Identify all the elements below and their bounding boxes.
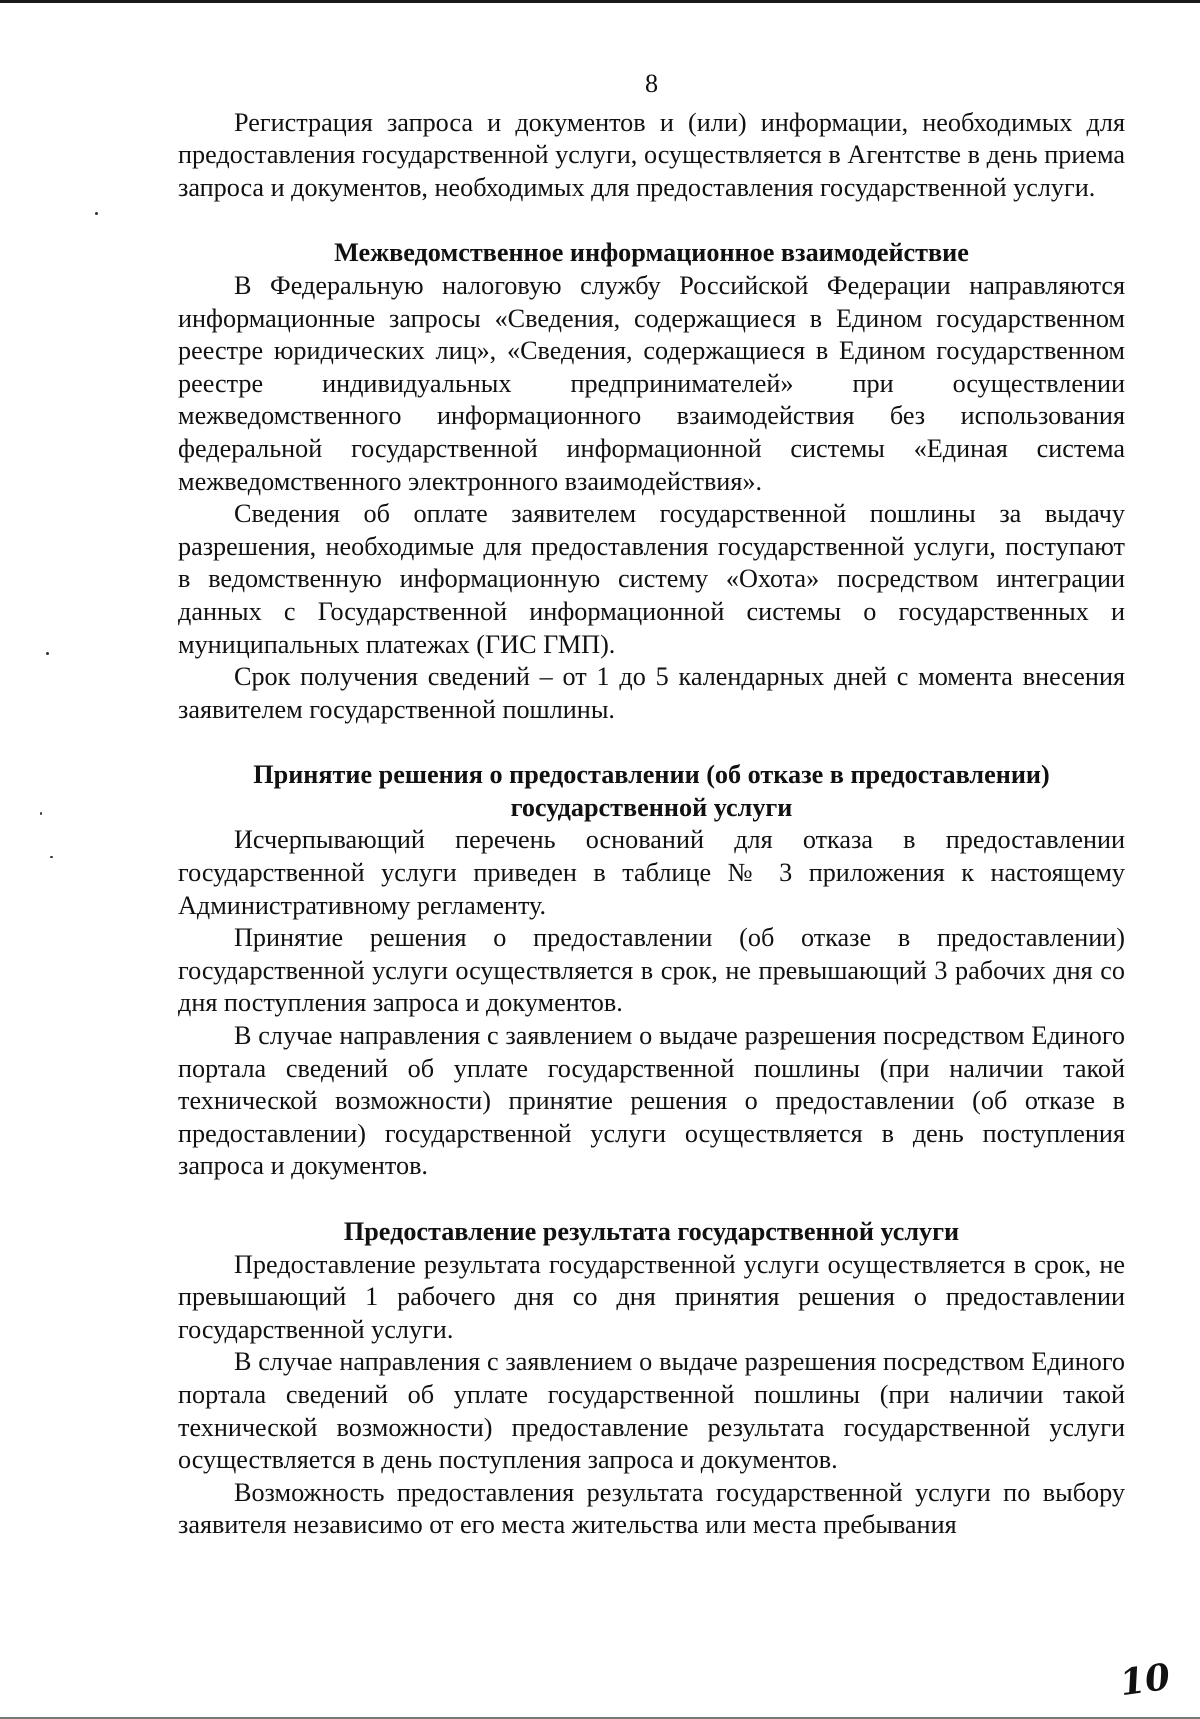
paragraph: В случае направления с заявлением о выдаче разрешения посредством Единого портала сведений об уплате государственной пошлины (при наличии такой технической возможности) принятие решения о предоставлении (об отказе в предоставлении) государственной услуги осуществляется в день поступления запроса и документов.: [178, 1021, 1125, 1181]
paragraph: Предоставление результата государственной услуги осуществляется в срок, не превышающий 1 рабочего дня со дня принятия решения о предоставлении государственной услуги.: [178, 1249, 1125, 1344]
section-heading: Принятие решения о предоставлении (об отказе в предоставлении) государственной услуги: [253, 760, 1050, 822]
section-gap: [178, 726, 1125, 759]
document-page: [178, 68, 1125, 1542]
paragraph: В Федеральную налоговую службу Российской Федерации направляются информационные запросы «Сведения, содержащиеся в Едином государственном реестре юридических лиц», «Сведения, содержащиеся в Едином государственном реестре индивидуальных предпринимателей» при осуществлении межведомственного информационного взаимодействия без использования федеральной государственной информационной системы «Единая система межведомственного электронного взаимодействия».: [178, 270, 1125, 496]
paragraph: Принятие решения о предоставлении (об отказе в предоставлении) государственной услуги осуществляется в срок, не превышающий 3 рабочих дня со дня поступления запроса и документов.: [178, 923, 1125, 1018]
scan-speck: [46, 652, 49, 655]
scan-speck: [40, 812, 42, 815]
scan-speck: [50, 856, 53, 858]
scan-top-edge: [0, 0, 1200, 3]
handwritten-page-mark: 10: [1117, 1655, 1173, 1705]
paragraph: Исчерпывающий перечень оснований для отказа в предоставлении государственной услуги приведен в таблице № 3 приложения к настоящему Административному регламенту.: [178, 825, 1125, 920]
section-gap: [178, 204, 1125, 237]
scan-speck: [95, 212, 98, 215]
paragraph: Возможность предоставления результата государственной услуги по выбору заявителя независимо от его места жительства или места пребывания: [178, 1477, 1125, 1540]
paragraph: Регистрация запроса и документов и (или) информации, необходимых для предоставления государственной услуги, осуществляется в Агентстве в день приема запроса и документов, необходимых для предоставления государственной услуги.: [178, 107, 1125, 202]
paragraph: В случае направления с заявлением о выдаче разрешения посредством Единого портала сведений об уплате государственной пошлины (при наличии такой технической возможности) предоставление результата государственной услуги осуществляется в день поступления запроса и документов.: [178, 1347, 1125, 1475]
section-heading: Межведомственное информационное взаимодействие: [334, 238, 969, 268]
document-body: [178, 107, 1125, 1542]
section-gap: [178, 1183, 1125, 1216]
paragraph: Срок получения сведений – от 1 до 5 календарных дней с момента внесения заявителем государственной пошлины.: [178, 662, 1125, 724]
paragraph: Сведения об оплате заявителем государственной пошлины за выдачу разрешения, необходимые для предоставления государственной услуги, поступают в ведомственную информационную систему «Охота» посредством интеграции данных с Государственной информационной системы о государственных и муниципальных платежах (ГИС ГМП).: [178, 499, 1125, 659]
section-heading: Предоставление результата государственной услуги: [343, 1217, 960, 1246]
page-number: 8: [644, 69, 659, 98]
